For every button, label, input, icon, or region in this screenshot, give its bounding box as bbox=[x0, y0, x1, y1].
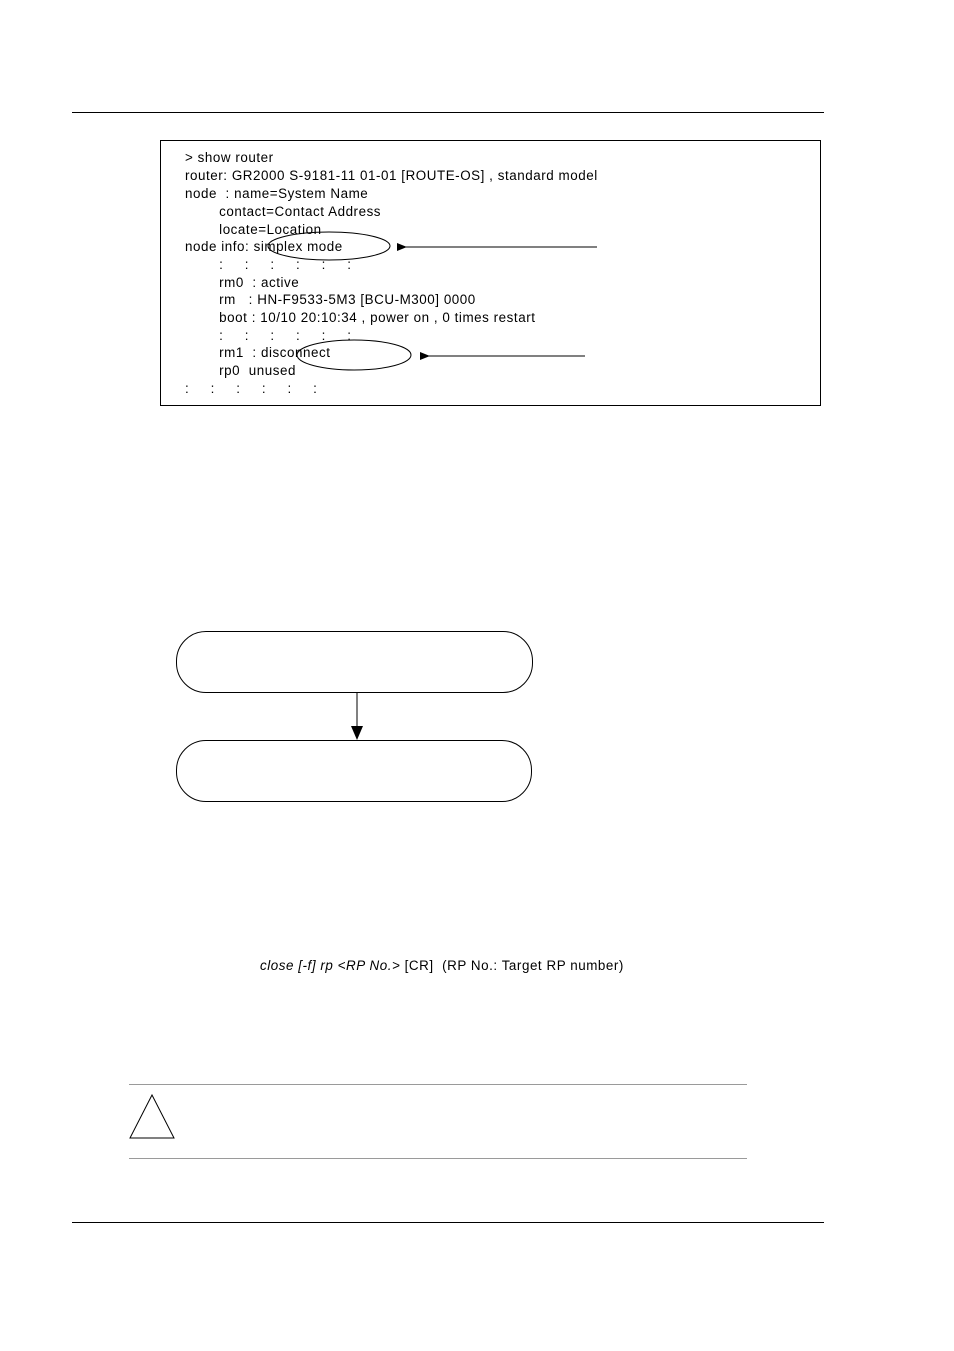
terminal-line: node info: simplex mode bbox=[185, 239, 343, 254]
terminal-line: rm : HN-F9533-5M3 [BCU-M300] 0000 bbox=[185, 292, 476, 307]
caution-top-rule bbox=[129, 1084, 747, 1085]
caution-bottom-rule bbox=[129, 1158, 747, 1159]
terminal-line: contact=Contact Address bbox=[185, 204, 382, 219]
command-note: (RP No.: Target RP number) bbox=[433, 958, 624, 973]
terminal-line: rm1 : disconnect bbox=[185, 345, 331, 360]
terminal-output-box bbox=[160, 140, 821, 406]
terminal-line: boot : 10/10 20:10:34 , power on , 0 times restart bbox=[185, 310, 536, 325]
header-rule bbox=[72, 112, 824, 113]
terminal-line: > show router bbox=[185, 150, 274, 165]
flow-arrow-head bbox=[351, 726, 363, 740]
terminal-line: locate=Location bbox=[185, 222, 322, 237]
terminal-line: node : name=System Name bbox=[185, 186, 369, 201]
warning-triangle-icon bbox=[130, 1095, 174, 1138]
terminal-line: router: GR2000 S-9181-11 01-01 [ROUTE-OS] , standard model bbox=[185, 168, 598, 183]
footer-rule bbox=[72, 1222, 824, 1223]
flow-step-box bbox=[176, 631, 533, 693]
flow-step-box bbox=[176, 740, 532, 802]
command-key: [CR] bbox=[400, 958, 434, 973]
terminal-line: : : : : : : bbox=[185, 257, 352, 272]
command-syntax: close [-f] rp <RP No.> bbox=[260, 958, 401, 973]
terminal-line: : : : : : : bbox=[185, 328, 352, 343]
terminal-line: : : : : : : bbox=[185, 381, 318, 396]
terminal-line: rm0 : active bbox=[185, 275, 300, 290]
terminal-line: rp0 unused bbox=[185, 363, 296, 378]
command-syntax-line bbox=[260, 958, 624, 973]
